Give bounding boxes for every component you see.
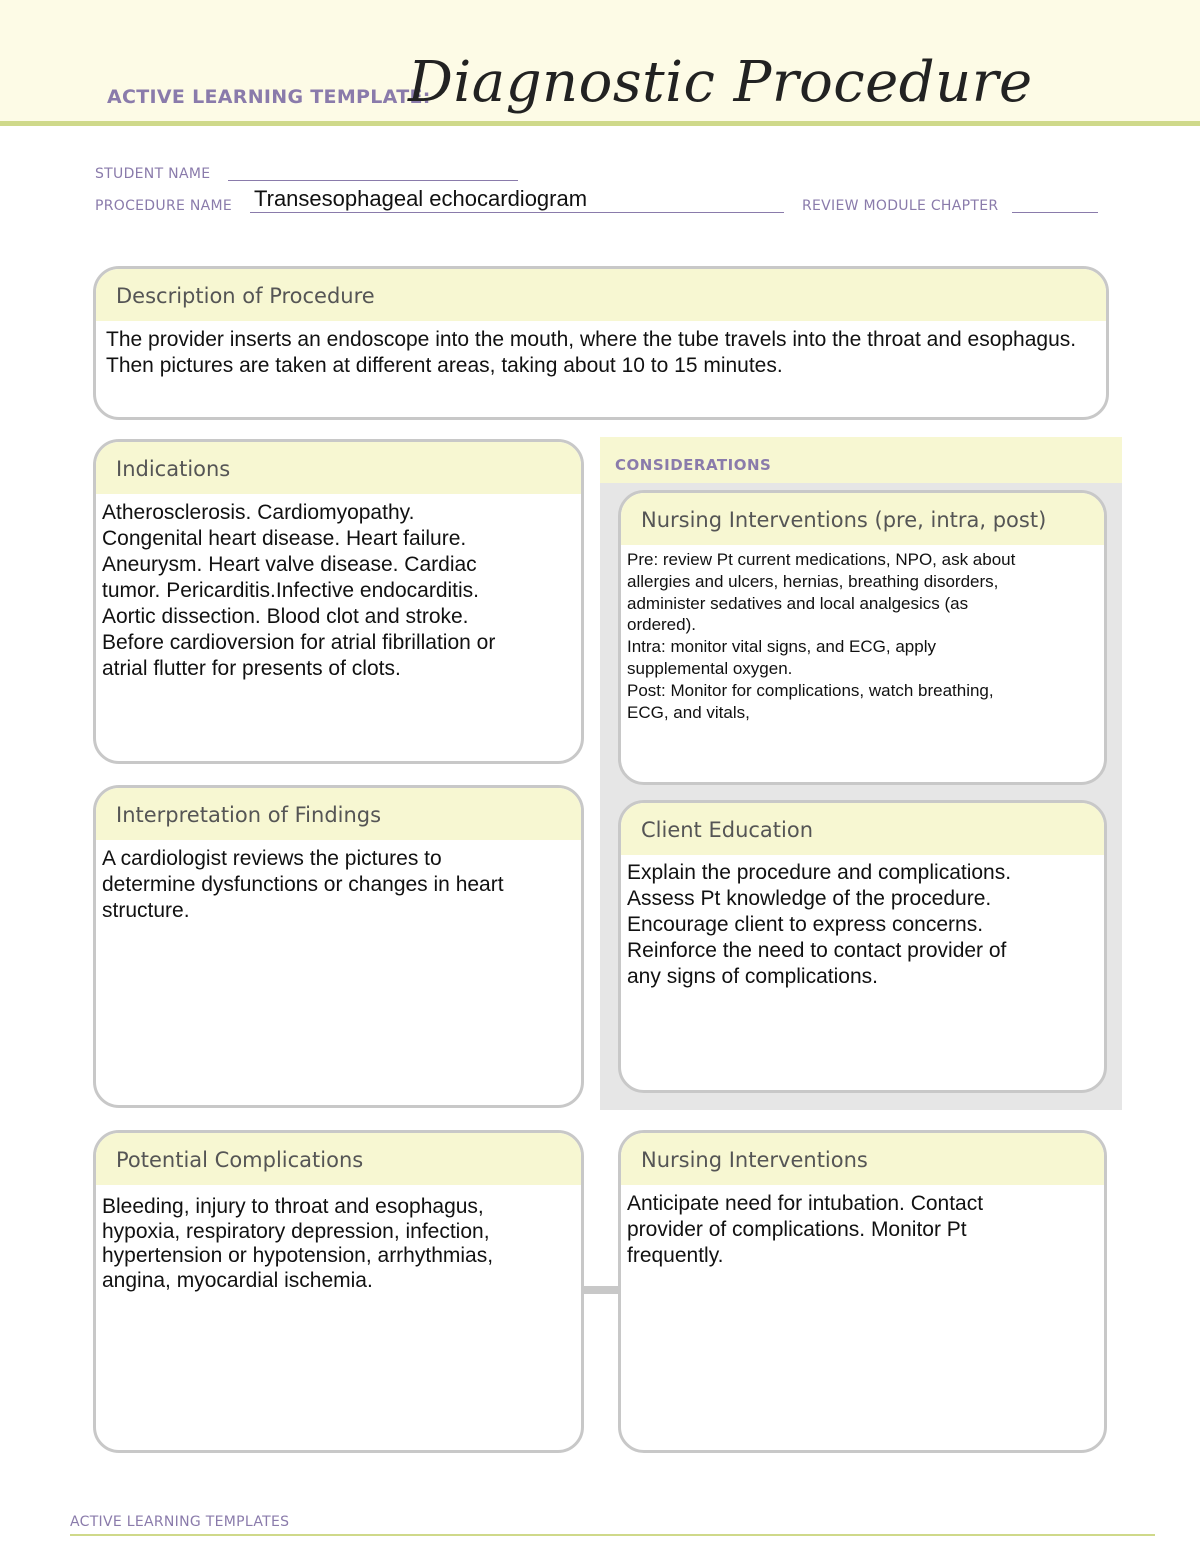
nursing-interventions-text[interactable]: Anticipate need for intubation. Contact provider of complications. Monitor Pt frequently. <box>627 1192 984 1267</box>
procedure-name-field[interactable] <box>250 212 784 213</box>
footer-label: ACTIVE LEARNING TEMPLATES <box>70 1514 290 1530</box>
header-rule <box>0 121 1200 126</box>
nursing-pre-intra-post-header <box>621 493 1104 545</box>
description-title: Description of Procedure <box>116 284 375 308</box>
client-education-title: Client Education <box>641 818 814 842</box>
review-module-chapter-label: REVIEW MODULE CHAPTER <box>802 198 999 214</box>
complications-text[interactable]: Bleeding, injury to throat and esophagus, hypoxia, respiratory depression, infection, hypertension or hypotension, arrhythmias, angina, myocardial ischemia. <box>102 1195 494 1292</box>
description-card <box>93 266 1109 420</box>
complications-card <box>93 1130 584 1453</box>
nursing-pre-intra-post-text[interactable]: Pre: review Pt current medications, NPO, ask about allergies and ulcers, hernias, breathing disorders, administer sedatives and local analgesics (as ordered). Intra: monitor vital signs, and ECG, apply supplemental oxygen. Post: Monitor for complications, watch breathing, ECG, and vitals, <box>627 550 1016 722</box>
nursing-pre-intra-post-title: Nursing Interventions (pre, intra, post) <box>641 508 1047 532</box>
template-label: ACTIVE LEARNING TEMPLATE: <box>107 86 431 108</box>
interpretation-header <box>96 788 581 840</box>
client-education-text[interactable]: Explain the procedure and complications. Assess Pt knowledge of the procedure. Encourage client to express concerns. Reinforce the need to contact provider of any signs of complications. <box>627 861 1012 988</box>
complications-header <box>96 1133 581 1185</box>
student-name-field[interactable] <box>228 180 518 181</box>
indications-header <box>96 442 581 494</box>
nursing-interventions-title: Nursing Interventions <box>641 1148 868 1172</box>
interpretation-card <box>93 785 584 1108</box>
nursing-pre-intra-post-card <box>618 490 1107 785</box>
description-text[interactable]: The provider inserts an endoscope into the mouth, where the tube travels into the throat and esophagus. Then pictures are taken at different areas, taking about 10 to 15 minutes. <box>106 328 1077 377</box>
indications-title: Indications <box>116 457 231 481</box>
procedure-name-label: PROCEDURE NAME <box>95 198 233 214</box>
student-name-label: STUDENT NAME <box>95 166 211 182</box>
footer-rule <box>70 1534 1155 1536</box>
considerations-label: CONSIDERATIONS <box>615 456 772 474</box>
client-education-card <box>618 800 1107 1093</box>
procedure-name-value: Transesophageal echocardiogram <box>254 186 588 211</box>
indications-text[interactable]: Atherosclerosis. Cardiomyopathy. Congenital heart disease. Heart failure. Aneurysm. Heart valve disease. Cardiac tumor. Pericarditis.Infective endocarditis. Aortic dissection. Blood clot and stroke. Before cardioversion for atrial fibrillation or atrial flutter for presents of clots. <box>102 501 496 680</box>
considerations-header <box>600 437 1122 483</box>
nursing-interventions-header <box>621 1133 1104 1185</box>
interpretation-text[interactable]: A cardiologist reviews the pictures to determine dysfunctions or changes in heart structure. <box>102 847 504 922</box>
description-header <box>96 269 1106 321</box>
connector-bar <box>582 1286 622 1294</box>
interpretation-title: Interpretation of Findings <box>116 803 382 827</box>
complications-title: Potential Complications <box>116 1148 364 1172</box>
page-title: Diagnostic Procedure <box>408 50 1033 115</box>
client-education-header <box>621 803 1104 855</box>
indications-card <box>93 439 584 764</box>
nursing-interventions-card <box>618 1130 1107 1453</box>
review-module-chapter-field[interactable] <box>1012 212 1098 213</box>
